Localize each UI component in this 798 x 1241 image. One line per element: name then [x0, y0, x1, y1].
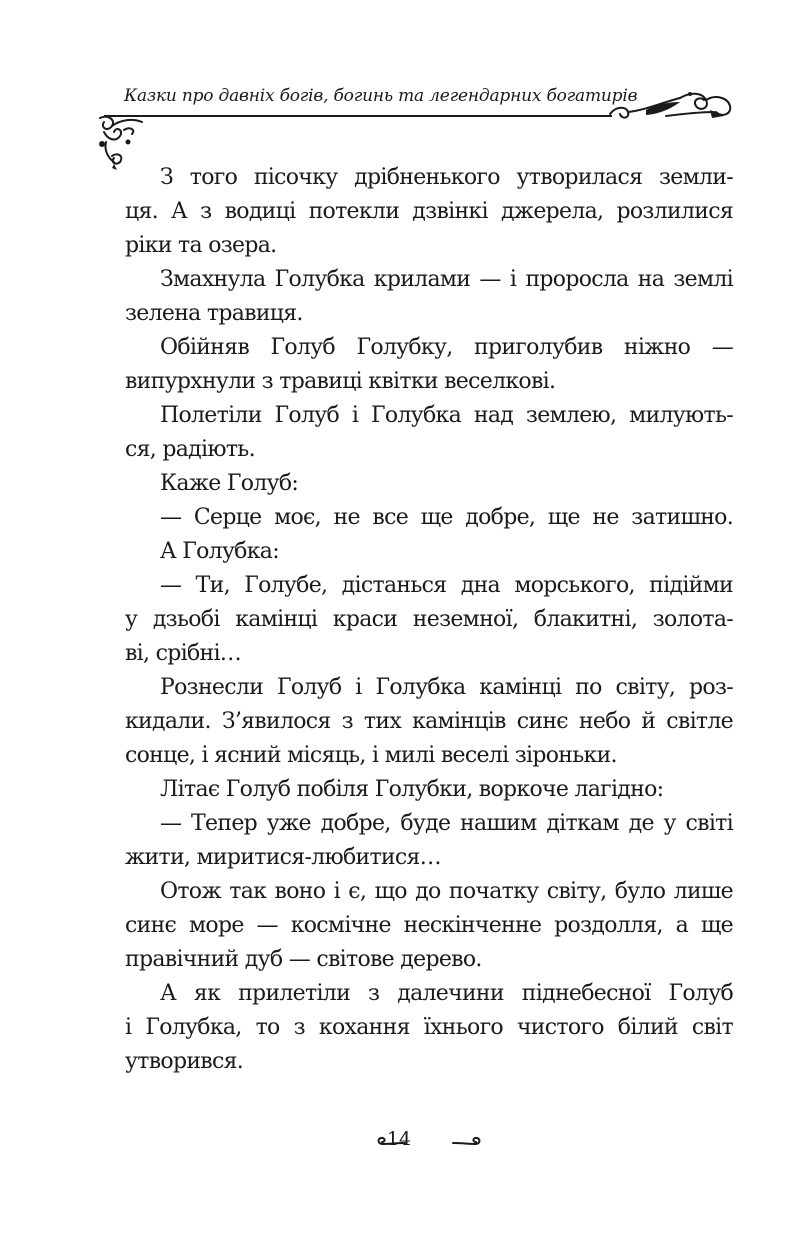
text-line: кидали. З’явилося з тих камінців синє небо й світле [125, 709, 733, 734]
running-title: Казки про давніх богів, богинь та легендарних богатирів [124, 86, 638, 106]
header-rule [104, 115, 612, 117]
text-line: ріки та озера. [125, 233, 277, 258]
text-line: ся, радіють. [125, 437, 255, 462]
text-line: З того пісочку дрібненького утворилася земли- [160, 165, 733, 190]
header-flourish-icon [606, 88, 736, 124]
page-number: 14 [386, 1128, 412, 1150]
body-text [125, 161, 733, 1079]
text-line: у дзьобі камінці краси неземної, блакитні, золота- [125, 607, 733, 632]
text-line: зелена травиця. [125, 301, 303, 326]
swirl-icon [451, 1134, 483, 1148]
text-line: Літає Голуб побіля Голубки, воркоче лагідно: [160, 777, 664, 802]
text-line: Рознесли Голуб і Голубка камінці по світу, роз- [160, 675, 733, 700]
text-line: Обійняв Голуб Голубку, приголубив ніжно — [160, 335, 733, 360]
text-line: А Голубка: [160, 539, 279, 564]
text-line: сонце, і ясний місяць, і милі веселі зіроньки. [125, 743, 617, 768]
text-line: випурхнули з травиці квітки веселкові. [125, 369, 556, 394]
text-line: — Тепер уже добре, буде нашим діткам де у світі [160, 811, 733, 836]
text-line: і Голубка, то з кохання їхнього чистого білий світ [125, 1015, 733, 1040]
text-line: Каже Голуб: [160, 471, 299, 496]
text-line: синє море — космічне нескінченне роздолля, а ще [125, 913, 733, 938]
text-line: Полетіли Голуб і Голубка над землею, милують- [160, 403, 733, 428]
text-line: правічний дуб — світове дерево. [125, 947, 482, 972]
page-footer [0, 1128, 798, 1158]
text-line: А як прилетіли з далечини піднебесної Голуб [160, 981, 733, 1006]
text-line: утворився. [125, 1049, 244, 1074]
text-line: ві, срібні… [125, 641, 242, 666]
text-line: — Серце моє, не все ще добре, ще не затишно. [160, 505, 733, 530]
text-line: Отож так воно і є, що до початку світу, було лише [160, 879, 733, 904]
text-line: ця. А з водиці потекли дзвінкі джерела, розлилися [125, 199, 733, 224]
text-line: Змахнула Голубка крилами — і проросла на землі [160, 267, 733, 292]
text-line: — Ти, Голубе, дістанься дна морського, підійми [160, 573, 733, 598]
text-line: жити, миритися-любитися… [125, 845, 441, 870]
